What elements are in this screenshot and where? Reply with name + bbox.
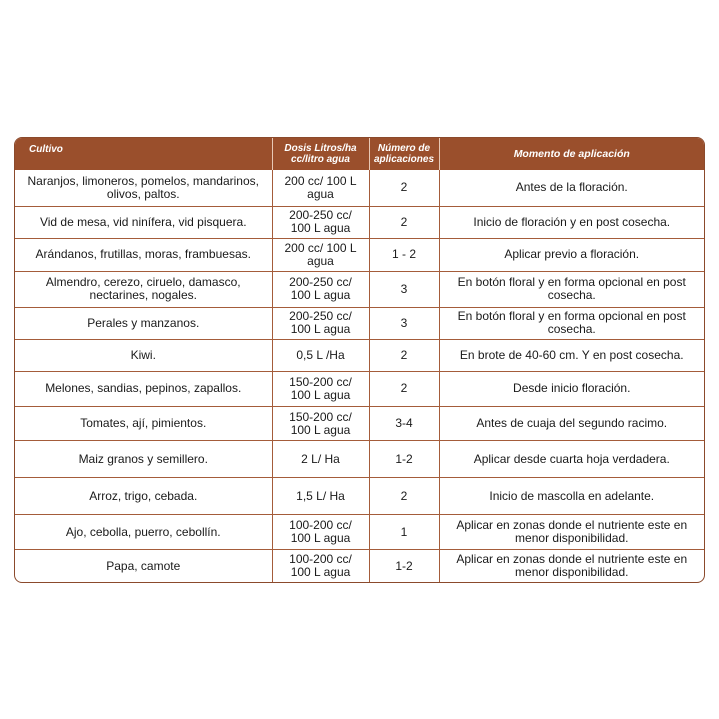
cell-momento: Antes de la floración.	[439, 170, 704, 206]
cell-numero: 3	[369, 307, 439, 339]
cell-dosis: 0,5 L /Ha	[272, 339, 369, 371]
cell-dosis: 200-250 cc/ 100 L agua	[272, 307, 369, 339]
table-row	[15, 371, 704, 406]
header-cultivo: Cultivo	[15, 138, 272, 170]
table-row	[15, 238, 704, 271]
table-row	[15, 441, 704, 478]
cell-numero: 1-2	[369, 441, 439, 478]
cell-cultivo: Tomates, ají, pimientos.	[15, 407, 272, 441]
table-row	[15, 170, 704, 206]
cell-momento: Aplicar en zonas donde el nutriente este en menor disponibilidad.	[439, 550, 704, 582]
cell-numero: 2	[369, 170, 439, 206]
cell-cultivo: Naranjos, limoneros, pomelos, mandarinos, olivos, paltos.	[27, 173, 259, 201]
header-numero-aplicaciones: Número de aplicaciones	[369, 138, 439, 170]
cell-momento: Aplicar en zonas donde el nutriente este en menor disponibilidad.	[439, 515, 704, 550]
cell-cultivo: Vid de mesa, vid ninífera, vid pisquera.	[15, 206, 272, 238]
cell-numero: 1	[369, 515, 439, 550]
cell-momento: Aplicar desde cuarta hoja verdadera.	[439, 441, 704, 478]
cell-momento: En brote de 40-60 cm. Y en post cosecha.	[439, 339, 704, 371]
cell-dosis: 2 L/ Ha	[272, 441, 369, 478]
cell-dosis: 150-200 cc/ 100 L agua	[272, 371, 369, 406]
cell-dosis: 200 cc/ 100 L agua	[272, 170, 369, 206]
header-dosis: Dosis Litros/ha cc/litro agua	[272, 138, 369, 170]
cell-numero: 1-2	[369, 550, 439, 582]
table-row	[15, 339, 704, 371]
cell-momento: Inicio de floración y en post cosecha.	[439, 206, 704, 238]
cell-momento: Inicio de mascolla en adelante.	[439, 478, 704, 515]
header-momento-aplicacion: Momento de aplicación	[439, 138, 704, 170]
cell-dosis: 200-250 cc/ 100 L agua	[272, 271, 369, 307]
cell-cultivo: Perales y manzanos.	[15, 307, 272, 339]
cell-cultivo: Arroz, trigo, cebada.	[15, 478, 272, 515]
cell-numero: 1 - 2	[369, 238, 439, 271]
cell-cultivo: Kiwi.	[15, 339, 272, 371]
cell-numero: 3	[369, 271, 439, 307]
cell-numero: 3-4	[369, 407, 439, 441]
cell-cultivo: Melones, sandias, pepinos, zapallos.	[15, 371, 272, 406]
table-row	[15, 407, 704, 441]
table-row	[15, 515, 704, 550]
application-table-container	[14, 137, 705, 583]
table-row	[15, 271, 704, 307]
cell-cultivo: Almendro, cerezo, ciruelo, damasco, nectarines, nogales.	[15, 271, 272, 307]
cell-numero: 2	[369, 206, 439, 238]
cell-cultivo: Papa, camote	[15, 550, 272, 582]
table-header-row	[15, 138, 704, 170]
cell-cultivo: Arándanos, frutillas, moras, frambuesas.	[15, 238, 272, 271]
cell-momento: En botón floral y en forma opcional en post cosecha.	[439, 271, 704, 307]
application-table	[15, 138, 704, 582]
cell-numero: 2	[369, 371, 439, 406]
cell-dosis: 100-200 cc/ 100 L agua	[272, 515, 369, 550]
cell-momento: En botón floral y en forma opcional en post cosecha.	[439, 307, 704, 339]
cell-numero: 2	[369, 339, 439, 371]
cell-dosis: 200 cc/ 100 L agua	[272, 238, 369, 271]
table-row	[15, 206, 704, 238]
cell-momento: Antes de cuaja del segundo racimo.	[439, 407, 704, 441]
cell-momento: Desde inicio floración.	[439, 371, 704, 406]
table-row	[15, 307, 704, 339]
table-row	[15, 478, 704, 515]
cell-dosis: 200-250 cc/ 100 L agua	[272, 206, 369, 238]
table-row	[15, 550, 704, 582]
cell-numero: 2	[369, 478, 439, 515]
cell-cultivo: Maiz granos y semillero.	[15, 441, 272, 478]
cell-cultivo: Ajo, cebolla, puerro, cebollín.	[15, 515, 272, 550]
cell-momento: Aplicar previo a floración.	[439, 238, 704, 271]
cell-dosis: 1,5 L/ Ha	[272, 478, 369, 515]
cell-dosis: 150-200 cc/ 100 L agua	[272, 407, 369, 441]
cell-dosis: 100-200 cc/ 100 L agua	[272, 550, 369, 582]
